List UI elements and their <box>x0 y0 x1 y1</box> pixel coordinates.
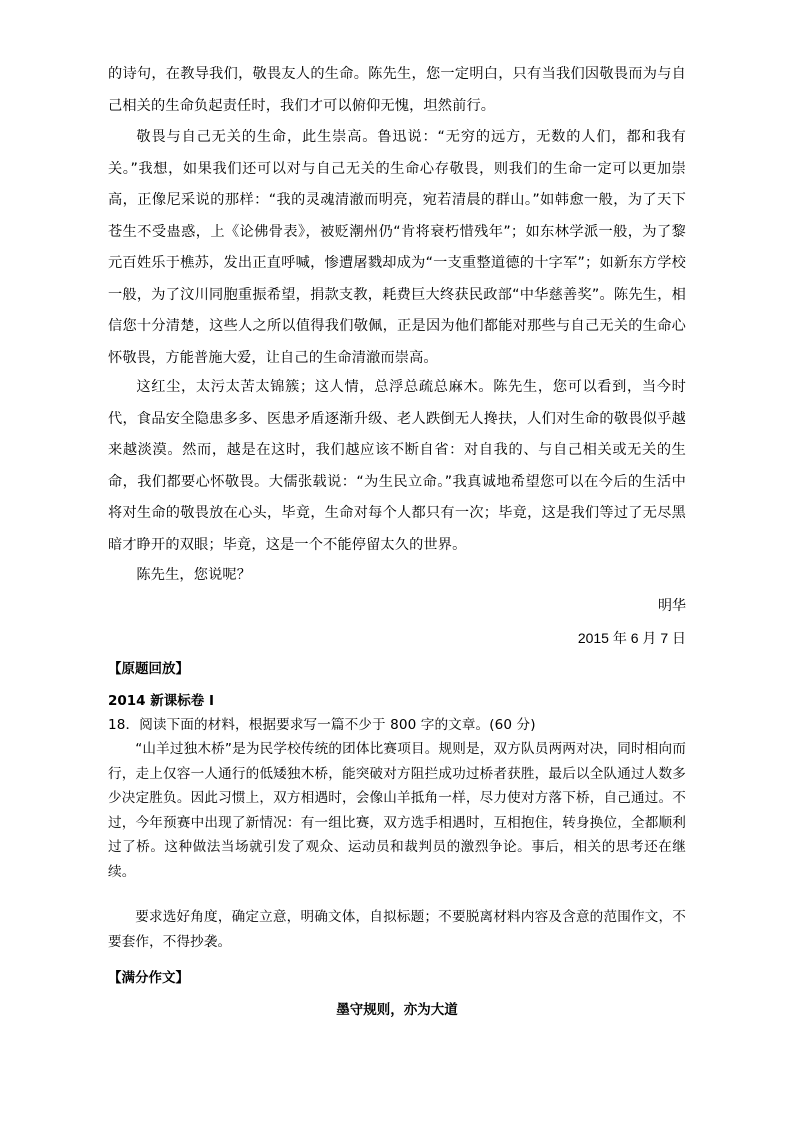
letter-signature: 明华 <box>658 598 686 614</box>
letter-paragraph-1: 的诗句，在教导我们，敬畏友人的生命。陈先生，您一定明白，只有当我们因敬畏而为与自己相关的生命负起责任时，我们才可以俯仰无愧，坦然前行。 <box>108 66 686 114</box>
original-question-heading: 【原题回放】 <box>108 661 189 677</box>
exam-paper-label: 2014 新课标卷 I <box>108 693 214 709</box>
question-material: “山羊过独木桥”是为民学校传统的团体比赛项目。规则是，双方队员两两对决，同时相向而行，走上仅容一人通行的低矮独木桥，能突破对方阻拦成功过桥者获胜，最后以全队通过人数多少决定胜负。因此习惯上，双方相遇时，会像山羊抵角一样，尽力使对方落下桥，自己通过。不过，今年预赛中出现了新情况：有一组比赛，双方选手相遇时，互相抱住，转身换位，全都顺利过了桥。这种做法当场就引发了观众、运动员和裁判员的激烈争论。事后，相关的思考还在继续。 <box>108 741 686 880</box>
question-requirement: 要求选好角度，确定立意，明确文体，自拟标题；不要脱离材料内容及含意的范围作文，不要套作，不得抄袭。 <box>108 909 686 950</box>
essay-title: 墨守规则，亦为大道 <box>336 1002 458 1018</box>
question-prompt: 18．阅读下面的材料，根据要求写一篇不少于 800 字的文章。(60 分) <box>108 717 536 733</box>
letter-date: 2015 年 6 月 7 日 <box>577 630 686 646</box>
letter-closing: 陈先生，您说呢？ <box>136 567 252 583</box>
letter-paragraph-3: 这红尘，太污太苦太锦簇；这人情，总浮总疏总麻木。陈先生，您可以看到，当今时代，食品安全隐患多多、医患矛盾逐渐升级、老人跌倒无人搀扶，人们对生命的敬畏似乎越来越淡漠。然而，越是在这时，我们越应该不断自省：对自我的、与自己相关或无关的生命，我们都要心怀敬畏。大儒张载说：“为生民立命。”我真诚地希望您可以在今后的生活中将对生命的敬畏放在心头，毕竟，生命对每个人都只有一次；毕竟，这是我们等过了无尽黑暗才睁开的双眼；毕竟，这是一个不能停留太久的世界。 <box>108 379 686 553</box>
full-score-essay-heading: 【满分作文】 <box>108 970 189 986</box>
letter-paragraph-2: 敬畏与自己无关的生命，此生崇高。鲁迅说：“无穷的远方，无数的人们，都和我有关。”我想，如果我们还可以对与自己无关的生命心存敬畏，则我们的生命一定可以更加崇高，正像尼采说的那样：“我的灵魂清澈而明亮，宛若清晨的群山。”如韩愈一般，为了天下苍生不受蛊惑，上《论佛骨表》，被贬潮州仍“肯将衰朽惜残年”；如东林学派一般，为了黎元百姓乐于樵苏，发出正直呼喊，惨遭屠戮却成为“一支重整道德的十字军”；如新东方学校一般，为了汶川同胞重振希望，捐款支教，耗费巨大终获民政部“中华慈善奖”。陈先生，相信您十分清楚，这些人之所以值得我们敬佩，正是因为他们都能对那些与自己无关的生命心怀敬畏，方能普施大爱，让自己的生命清澈而崇高。 <box>108 129 686 366</box>
